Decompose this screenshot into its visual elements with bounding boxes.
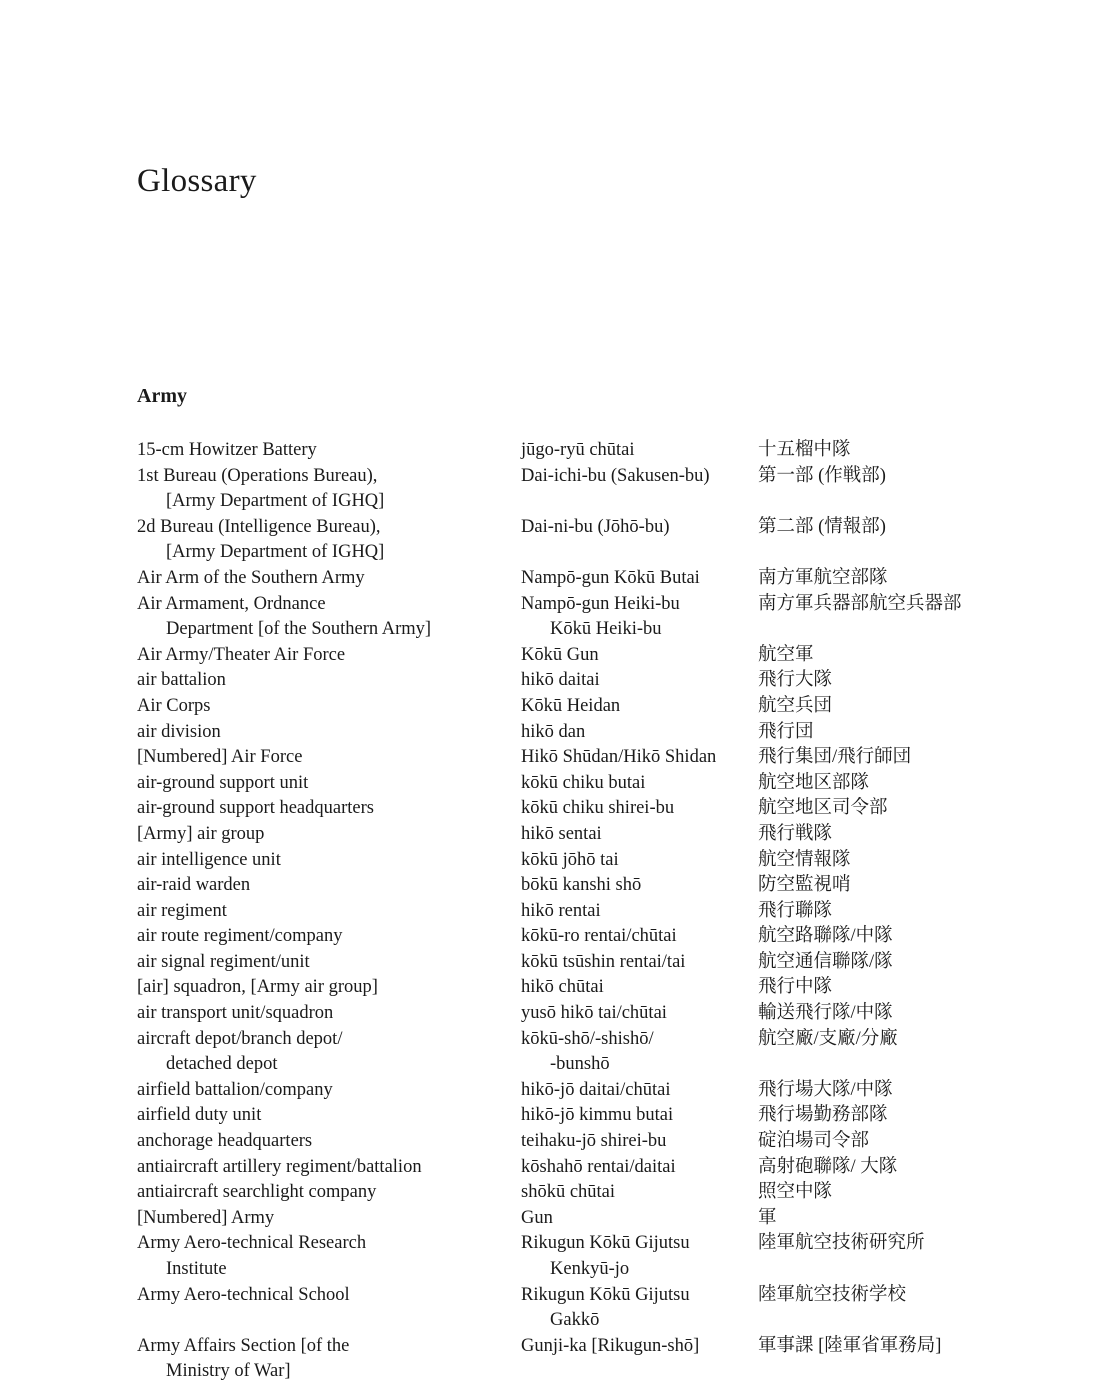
romanized-term-line: hikō sentai <box>521 823 602 844</box>
glossary-entry <box>137 924 1037 950</box>
romanized-term-line: Kōkū Heiki-bu <box>550 619 662 640</box>
glossary-entry <box>137 694 1037 720</box>
japanese-term-line: 飛行大隊 <box>758 670 833 691</box>
english-term <box>137 1155 521 1181</box>
japanese-term-line: 航空地区司令部 <box>758 798 888 819</box>
japanese-term-line: 飛行聯隊 <box>758 900 833 921</box>
english-term <box>137 566 521 592</box>
romanized-term <box>521 1129 758 1155</box>
english-term-line: airfield battalion/company <box>137 1079 333 1100</box>
english-term-line: Air Armament, Ordnance <box>137 593 326 614</box>
english-term <box>137 668 521 694</box>
english-term-line: 2d Bureau (Intelligence Bureau), <box>137 516 381 537</box>
japanese-term-line: 軍 <box>758 1207 777 1228</box>
glossary-entry <box>137 720 1037 746</box>
english-term-line: Army Aero-technical School <box>137 1284 350 1305</box>
romanized-term <box>521 771 758 797</box>
japanese-term-line: 陸軍航空技術研究所 <box>758 1233 925 1254</box>
romanized-term-line: Gunji-ka [Rikugun-shō] <box>521 1335 700 1356</box>
romanized-term-line: kōkū chiku butai <box>521 772 646 793</box>
japanese-term <box>758 950 1037 976</box>
english-term-line: air intelligence unit <box>137 849 281 870</box>
romanized-term <box>521 822 758 848</box>
japanese-term-line: 十五榴中隊 <box>758 440 851 460</box>
romanized-term-line: -bunshō <box>550 1054 610 1075</box>
romanized-term-line: shōkū chūtai <box>521 1182 616 1203</box>
romanized-term-line: hikō-jō daitai/chūtai <box>521 1079 671 1100</box>
japanese-term-line: 照空中隊 <box>758 1182 833 1203</box>
english-term <box>137 1180 521 1206</box>
japanese-term-line: 航空通信聯隊/隊 <box>758 951 893 972</box>
japanese-term-line: 航空情報隊 <box>758 849 851 870</box>
english-term-line: Department [of the Southern Army] <box>166 619 432 640</box>
japanese-term-line: 輸送飛行隊/中隊 <box>758 1003 893 1024</box>
romanized-term-line: hikō rentai <box>521 900 601 921</box>
romanized-term-line: kōshahō rentai/daitai <box>521 1156 676 1177</box>
romanized-term-line: Rikugun Kōkū Gijutsu <box>521 1233 690 1254</box>
english-term <box>137 873 521 899</box>
japanese-term-line: 碇泊場司令部 <box>758 1131 870 1152</box>
glossary-entry <box>137 1155 1037 1181</box>
romanized-term-line: kōkū tsūshin rentai/tai <box>521 951 686 972</box>
glossary-entry <box>137 1129 1037 1155</box>
romanized-term-line: Hikō Shūdan/Hikō Shidan <box>521 747 717 768</box>
japanese-term <box>758 643 1037 669</box>
japanese-term-line: 軍事課 [陸軍省軍務局] <box>758 1335 942 1356</box>
romanized-term <box>521 668 758 694</box>
glossary-entry <box>137 1231 1037 1282</box>
japanese-term <box>758 720 1037 746</box>
japanese-term <box>758 464 1037 490</box>
japanese-term <box>758 1283 1037 1309</box>
english-term <box>137 771 521 797</box>
japanese-term <box>758 1103 1037 1129</box>
glossary-entry <box>137 950 1037 976</box>
japanese-term <box>758 848 1037 874</box>
romanized-term-line: kōkū chiku shirei-bu <box>521 798 675 819</box>
japanese-term-line: 航空兵団 <box>758 695 833 716</box>
romanized-term-line: Gakkō <box>550 1310 600 1331</box>
glossary-entry <box>137 771 1037 797</box>
romanized-term <box>521 873 758 899</box>
english-term-line: airfield duty unit <box>137 1105 262 1126</box>
english-term-line: Air Army/Theater Air Force <box>137 644 346 665</box>
english-term <box>137 848 521 874</box>
romanized-term <box>521 438 758 464</box>
glossary-entry <box>137 1180 1037 1206</box>
english-term-line: antiaircraft artillery regiment/battalion <box>137 1156 422 1177</box>
romanized-term-line: hikō-jō kimmu butai <box>521 1105 674 1126</box>
romanized-term-line: yusō hikō tai/chūtai <box>521 1003 667 1024</box>
japanese-term-line: 航空地区部隊 <box>758 772 870 793</box>
english-term <box>137 592 521 643</box>
english-term <box>137 899 521 925</box>
japanese-term <box>758 1155 1037 1181</box>
english-term <box>137 694 521 720</box>
english-term <box>137 1078 521 1104</box>
glossary-entry <box>137 1206 1037 1232</box>
glossary-entry <box>137 643 1037 669</box>
japanese-term <box>758 796 1037 822</box>
japanese-term-line: 第一部 (作戦部) <box>758 465 886 486</box>
romanized-term-line: Nampō-gun Heiki-bu <box>521 593 680 614</box>
romanized-term <box>521 643 758 669</box>
glossary-entry <box>137 1103 1037 1129</box>
glossary-entry <box>137 899 1037 925</box>
english-term <box>137 1103 521 1129</box>
romanized-term <box>521 745 758 771</box>
english-term <box>137 720 521 746</box>
japanese-term <box>758 745 1037 771</box>
glossary-entry <box>137 515 1037 566</box>
english-term <box>137 1283 521 1334</box>
english-term-line: air-ground support unit <box>137 772 309 793</box>
english-term <box>137 950 521 976</box>
english-term-line: air division <box>137 721 221 742</box>
japanese-term <box>758 899 1037 925</box>
romanized-term <box>521 592 758 643</box>
romanized-term <box>521 899 758 925</box>
romanized-term <box>521 848 758 874</box>
english-term <box>137 515 521 566</box>
glossary-entry <box>137 848 1037 874</box>
japanese-term <box>758 873 1037 899</box>
glossary-entry <box>137 1334 1037 1385</box>
japanese-term-line: 飛行団 <box>758 721 814 742</box>
japanese-term-line: 飛行場勤務部隊 <box>758 1105 888 1126</box>
japanese-term-line: 南方軍航空部隊 <box>758 567 888 588</box>
glossary-entry <box>137 1078 1037 1104</box>
english-term <box>137 1001 521 1027</box>
english-term-line: [Army] air group <box>137 823 265 844</box>
romanized-term <box>521 924 758 950</box>
english-term <box>137 643 521 669</box>
japanese-term <box>758 1206 1037 1232</box>
japanese-term <box>758 1129 1037 1155</box>
japanese-term <box>758 822 1037 848</box>
japanese-term-line: 防空監視哨 <box>758 875 851 896</box>
japanese-term <box>758 566 1037 592</box>
english-term <box>137 975 521 1001</box>
english-term <box>137 1206 521 1232</box>
english-term <box>137 1334 521 1385</box>
romanized-term-line: teihaku-jō shirei-bu <box>521 1131 667 1152</box>
romanized-term <box>521 1078 758 1104</box>
english-term-line: aircraft depot/branch depot/ <box>137 1028 343 1049</box>
japanese-term-line: 航空廠/支廠/分廠 <box>758 1028 898 1049</box>
romanized-term <box>521 1001 758 1027</box>
english-term <box>137 924 521 950</box>
glossary-entry <box>137 1283 1037 1334</box>
japanese-term-line: 高射砲聯隊/ 大隊 <box>758 1156 898 1177</box>
romanized-term-line: Gun <box>521 1207 553 1228</box>
english-term-line: [Army Department of IGHQ] <box>166 542 385 563</box>
english-term-line: Ministry of War] <box>166 1361 291 1382</box>
japanese-term <box>758 1334 1037 1360</box>
romanized-term <box>521 1206 758 1232</box>
glossary-entry <box>137 1001 1037 1027</box>
glossary-entry <box>137 566 1037 592</box>
english-term-line: air-raid warden <box>137 875 251 896</box>
english-term-line: antiaircraft searchlight company <box>137 1182 377 1203</box>
japanese-term <box>758 438 1037 464</box>
romanized-term <box>521 464 758 490</box>
english-term-line: Air Corps <box>137 695 211 716</box>
english-term <box>137 822 521 848</box>
glossary-entry <box>137 592 1037 643</box>
romanized-term <box>521 1334 758 1360</box>
romanized-term <box>521 950 758 976</box>
english-term <box>137 464 521 515</box>
glossary-entry <box>137 745 1037 771</box>
romanized-term <box>521 1283 758 1334</box>
page-title: Glossary <box>137 163 257 199</box>
romanized-term-line: Dai-ichi-bu (Sakusen-bu) <box>521 465 710 486</box>
glossary-entry <box>137 975 1037 1001</box>
section-title: Army <box>137 385 187 407</box>
romanized-term <box>521 566 758 592</box>
glossary-entry <box>137 822 1037 848</box>
english-term-line: 15-cm Howitzer Battery <box>137 440 317 460</box>
romanized-term <box>521 975 758 1001</box>
english-term <box>137 1129 521 1155</box>
glossary-entry <box>137 668 1037 694</box>
romanized-term <box>521 796 758 822</box>
english-term <box>137 745 521 771</box>
romanized-term-line: hikō dan <box>521 721 586 742</box>
japanese-term-line: 南方軍兵器部航空兵器部 <box>758 593 962 614</box>
romanized-term <box>521 1027 758 1078</box>
japanese-term-line: 飛行戦隊 <box>758 823 833 844</box>
romanized-term-line: Kōkū Heidan <box>521 695 621 716</box>
japanese-term <box>758 1078 1037 1104</box>
romanized-term-line: Rikugun Kōkū Gijutsu <box>521 1284 690 1305</box>
english-term-line: air battalion <box>137 670 226 691</box>
romanized-term <box>521 1180 758 1206</box>
japanese-term <box>758 1001 1037 1027</box>
glossary-entry <box>137 438 1037 464</box>
romanized-term-line: Nampō-gun Kōkū Butai <box>521 567 700 588</box>
romanized-term <box>521 1103 758 1129</box>
english-term-line: air regiment <box>137 900 227 921</box>
romanized-term <box>521 1231 758 1282</box>
japanese-term <box>758 975 1037 1001</box>
english-term-line: air transport unit/squadron <box>137 1003 334 1024</box>
english-term-line: detached depot <box>166 1054 278 1075</box>
japanese-term <box>758 694 1037 720</box>
romanized-term-line: Dai-ni-bu (Jōhō-bu) <box>521 516 670 537</box>
romanized-term-line: bōkū kanshi shō <box>521 875 642 896</box>
english-term <box>137 438 521 464</box>
romanized-term-line: Kenkyū-jo <box>550 1259 630 1279</box>
romanized-term-line: jūgo-ryū chūtai <box>521 440 635 460</box>
romanized-term-line: Kōkū Gun <box>521 644 599 665</box>
english-term-line: [air] squadron, [Army air group] <box>137 977 378 998</box>
japanese-term <box>758 1027 1037 1053</box>
romanized-term-line: kōkū-ro rentai/chūtai <box>521 926 677 947</box>
english-term-line: [Numbered] Army <box>137 1207 275 1228</box>
english-term-line: [Army Department of IGHQ] <box>166 491 385 512</box>
romanized-term-line: hikō daitai <box>521 670 600 691</box>
japanese-term <box>758 1180 1037 1206</box>
japanese-term-line: 飛行中隊 <box>758 977 833 998</box>
romanized-term <box>521 515 758 541</box>
romanized-term-line: kōkū-shō/-shishō/ <box>521 1028 654 1049</box>
english-term <box>137 1027 521 1078</box>
english-term-line: [Numbered] Air Force <box>137 747 303 768</box>
japanese-term-line: 航空路聯隊/中隊 <box>758 926 893 947</box>
english-term-line: 1st Bureau (Operations Bureau), <box>137 465 378 486</box>
japanese-term <box>758 1231 1037 1257</box>
english-term-line: Army Affairs Section [of the <box>137 1335 350 1356</box>
english-term-line: Air Arm of the Southern Army <box>137 567 365 588</box>
romanized-term <box>521 694 758 720</box>
english-term-line: anchorage headquarters <box>137 1131 313 1152</box>
romanized-term <box>521 720 758 746</box>
english-term-line: air signal regiment/unit <box>137 951 310 972</box>
english-term-line: Institute <box>166 1259 227 1279</box>
romanized-term-line: kōkū jōhō tai <box>521 849 619 870</box>
japanese-term-line: 航空軍 <box>758 644 814 665</box>
glossary-entry <box>137 873 1037 899</box>
glossary-list <box>137 438 1037 1385</box>
japanese-term <box>758 592 1037 618</box>
japanese-term-line: 飛行集団/飛行師団 <box>758 747 912 768</box>
glossary-entry <box>137 796 1037 822</box>
japanese-term-line: 第二部 (情報部) <box>758 516 886 537</box>
english-term <box>137 796 521 822</box>
english-term-line: air-ground support headquarters <box>137 798 374 819</box>
english-term-line: Army Aero-technical Research <box>137 1233 367 1254</box>
japanese-term <box>758 515 1037 541</box>
english-term <box>137 1231 521 1282</box>
japanese-term <box>758 771 1037 797</box>
japanese-term <box>758 924 1037 950</box>
english-term-line: air route regiment/company <box>137 926 343 947</box>
romanized-term <box>521 1155 758 1181</box>
english-term-line <box>137 1308 521 1334</box>
japanese-term <box>758 668 1037 694</box>
glossary-entry <box>137 464 1037 515</box>
japanese-term-line: 飛行場大隊/中隊 <box>758 1079 893 1100</box>
glossary-entry <box>137 1027 1037 1078</box>
romanized-term-line: hikō chūtai <box>521 977 604 998</box>
japanese-term-line: 陸軍航空技術学校 <box>758 1284 907 1305</box>
